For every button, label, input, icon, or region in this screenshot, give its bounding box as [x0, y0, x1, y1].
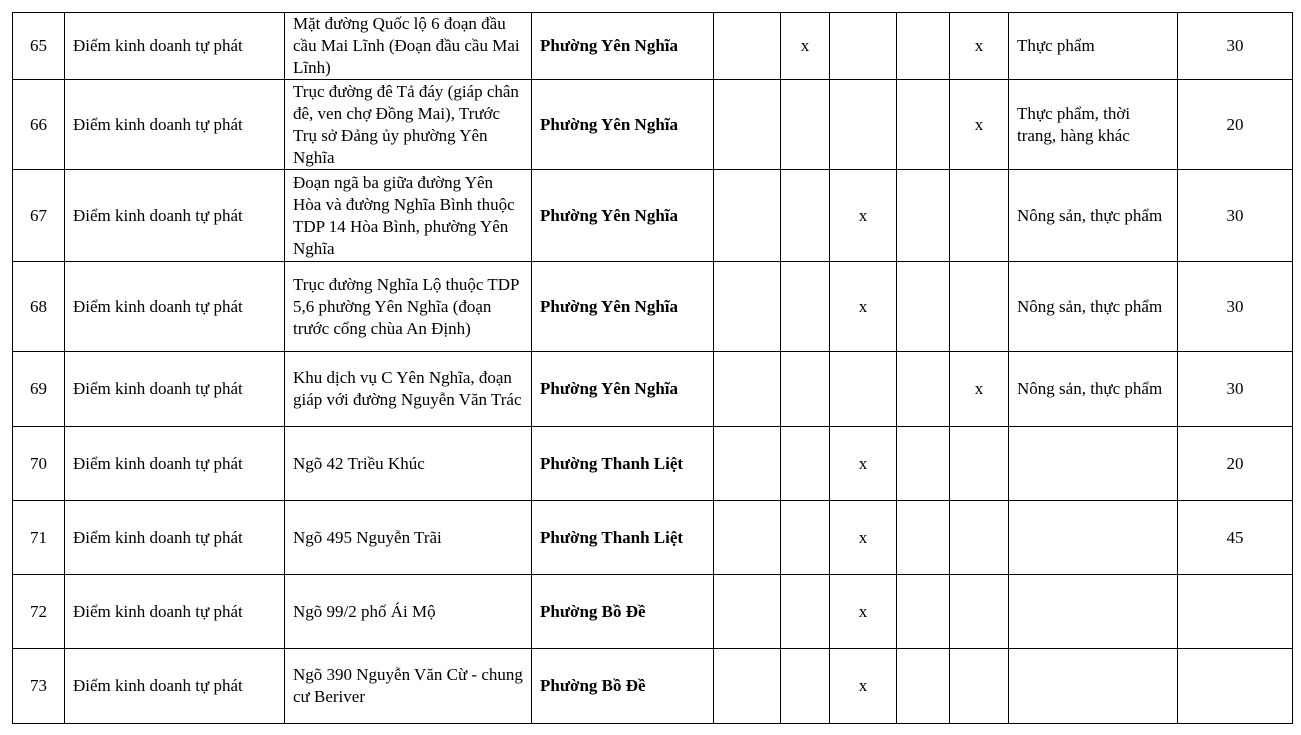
cell-address: Ngõ 99/2 phố Ái Mộ — [285, 575, 532, 649]
cell-mark-col-2 — [781, 80, 830, 170]
cell-mark-col-5 — [950, 501, 1009, 575]
cell-row-number: 68 — [13, 262, 65, 352]
table-row — [13, 80, 1293, 170]
cell-goods-type — [1009, 575, 1178, 649]
cell-mark-col-1 — [714, 13, 781, 80]
cell-goods-type: Nông sản, thực phẩm — [1009, 262, 1178, 352]
cell-mark-col-3: x — [830, 170, 897, 262]
cell-mark-col-5: x — [950, 352, 1009, 427]
cell-mark-col-4 — [897, 575, 950, 649]
cell-vendor-count: 30 — [1178, 13, 1293, 80]
cell-mark-col-1 — [714, 575, 781, 649]
cell-vendor-count: 30 — [1178, 262, 1293, 352]
cell-address: Ngõ 42 Triều Khúc — [285, 427, 532, 501]
cell-ward-name: Phường Thanh Liệt — [532, 501, 714, 575]
cell-address: Ngõ 390 Nguyễn Văn Cừ - chung cư Beriver — [285, 649, 532, 724]
cell-vendor-count — [1178, 575, 1293, 649]
cell-ward-name: Phường Yên Nghĩa — [532, 170, 714, 262]
cell-row-number: 69 — [13, 352, 65, 427]
cell-vendor-count: 30 — [1178, 170, 1293, 262]
cell-goods-type: Nông sản, thực phẩm — [1009, 352, 1178, 427]
cell-row-number: 66 — [13, 80, 65, 170]
cell-row-number: 70 — [13, 427, 65, 501]
cell-vendor-count — [1178, 649, 1293, 724]
cell-ward-name: Phường Bồ Đề — [532, 575, 714, 649]
cell-mark-col-2 — [781, 649, 830, 724]
cell-row-number: 67 — [13, 170, 65, 262]
cell-business-type: Điểm kinh doanh tự phát — [65, 80, 285, 170]
cell-business-type: Điểm kinh doanh tự phát — [65, 575, 285, 649]
cell-mark-col-5 — [950, 649, 1009, 724]
cell-goods-type — [1009, 649, 1178, 724]
cell-mark-col-2 — [781, 501, 830, 575]
cell-mark-col-1 — [714, 262, 781, 352]
cell-mark-col-4 — [897, 352, 950, 427]
cell-goods-type: Thực phẩm — [1009, 13, 1178, 80]
cell-business-type: Điểm kinh doanh tự phát — [65, 427, 285, 501]
cell-mark-col-4 — [897, 80, 950, 170]
cell-mark-col-4 — [897, 13, 950, 80]
cell-row-number: 73 — [13, 649, 65, 724]
cell-business-type: Điểm kinh doanh tự phát — [65, 13, 285, 80]
cell-mark-col-1 — [714, 352, 781, 427]
cell-goods-type: Nông sản, thực phẩm — [1009, 170, 1178, 262]
table-row — [13, 13, 1293, 80]
cell-address: Trục đường đê Tả đáy (giáp chân đê, ven chợ Đồng Mai), Trước Trụ sở Đảng ủy phường Yên Nghĩa — [285, 80, 532, 170]
cell-ward-name: Phường Yên Nghĩa — [532, 262, 714, 352]
cell-mark-col-3 — [830, 13, 897, 80]
cell-mark-col-5 — [950, 427, 1009, 501]
cell-mark-col-1 — [714, 170, 781, 262]
cell-goods-type — [1009, 427, 1178, 501]
table-row — [13, 649, 1293, 724]
cell-mark-col-3: x — [830, 649, 897, 724]
cell-mark-col-3: x — [830, 575, 897, 649]
cell-mark-col-3: x — [830, 262, 897, 352]
cell-mark-col-2: x — [781, 13, 830, 80]
cell-mark-col-4 — [897, 262, 950, 352]
table-row — [13, 575, 1293, 649]
cell-row-number: 72 — [13, 575, 65, 649]
table-row — [13, 170, 1293, 262]
cell-business-type: Điểm kinh doanh tự phát — [65, 501, 285, 575]
cell-mark-col-3: x — [830, 501, 897, 575]
cell-mark-col-3 — [830, 80, 897, 170]
cell-mark-col-1 — [714, 501, 781, 575]
cell-mark-col-2 — [781, 352, 830, 427]
cell-address: Khu dịch vụ C Yên Nghĩa, đoạn giáp với đường Nguyễn Văn Trác — [285, 352, 532, 427]
cell-business-type: Điểm kinh doanh tự phát — [65, 170, 285, 262]
cell-row-number: 65 — [13, 13, 65, 80]
cell-ward-name: Phường Yên Nghĩa — [532, 80, 714, 170]
cell-mark-col-5 — [950, 170, 1009, 262]
cell-mark-col-4 — [897, 649, 950, 724]
cell-vendor-count: 20 — [1178, 427, 1293, 501]
cell-vendor-count: 45 — [1178, 501, 1293, 575]
cell-mark-col-2 — [781, 262, 830, 352]
cell-mark-col-1 — [714, 427, 781, 501]
cell-address: Mặt đường Quốc lộ 6 đoạn đầu cầu Mai Lĩnh (Đoạn đầu cầu Mai Lĩnh) — [285, 13, 532, 80]
cell-mark-col-4 — [897, 170, 950, 262]
cell-mark-col-4 — [897, 501, 950, 575]
table-row — [13, 501, 1293, 575]
cell-ward-name: Phường Yên Nghĩa — [532, 13, 714, 80]
cell-address: Trục đường Nghĩa Lộ thuộc TDP 5,6 phường Yên Nghĩa (đoạn trước cổng chùa An Định) — [285, 262, 532, 352]
cell-business-type: Điểm kinh doanh tự phát — [65, 262, 285, 352]
table-row — [13, 427, 1293, 501]
cell-address: Đoạn ngã ba giữa đường Yên Hòa và đường Nghĩa Bình thuộc TDP 14 Hòa Bình, phường Yên Nghĩa — [285, 170, 532, 262]
cell-mark-col-2 — [781, 575, 830, 649]
cell-ward-name: Phường Thanh Liệt — [532, 427, 714, 501]
cell-mark-col-5: x — [950, 13, 1009, 80]
cell-vendor-count: 20 — [1178, 80, 1293, 170]
cell-mark-col-2 — [781, 170, 830, 262]
cell-mark-col-5 — [950, 575, 1009, 649]
table-row — [13, 352, 1293, 427]
cell-mark-col-4 — [897, 427, 950, 501]
cell-mark-col-5: x — [950, 80, 1009, 170]
cell-mark-col-2 — [781, 427, 830, 501]
cell-mark-col-3 — [830, 352, 897, 427]
cell-goods-type — [1009, 501, 1178, 575]
cell-ward-name: Phường Bồ Đề — [532, 649, 714, 724]
cell-row-number: 71 — [13, 501, 65, 575]
market-table — [12, 12, 1293, 724]
cell-mark-col-1 — [714, 649, 781, 724]
cell-address: Ngõ 495 Nguyễn Trãi — [285, 501, 532, 575]
cell-goods-type: Thực phẩm, thời trang, hàng khác — [1009, 80, 1178, 170]
table-row — [13, 262, 1293, 352]
cell-business-type: Điểm kinh doanh tự phát — [65, 649, 285, 724]
cell-business-type: Điểm kinh doanh tự phát — [65, 352, 285, 427]
cell-ward-name: Phường Yên Nghĩa — [532, 352, 714, 427]
cell-vendor-count: 30 — [1178, 352, 1293, 427]
cell-mark-col-1 — [714, 80, 781, 170]
cell-mark-col-5 — [950, 262, 1009, 352]
cell-mark-col-3: x — [830, 427, 897, 501]
